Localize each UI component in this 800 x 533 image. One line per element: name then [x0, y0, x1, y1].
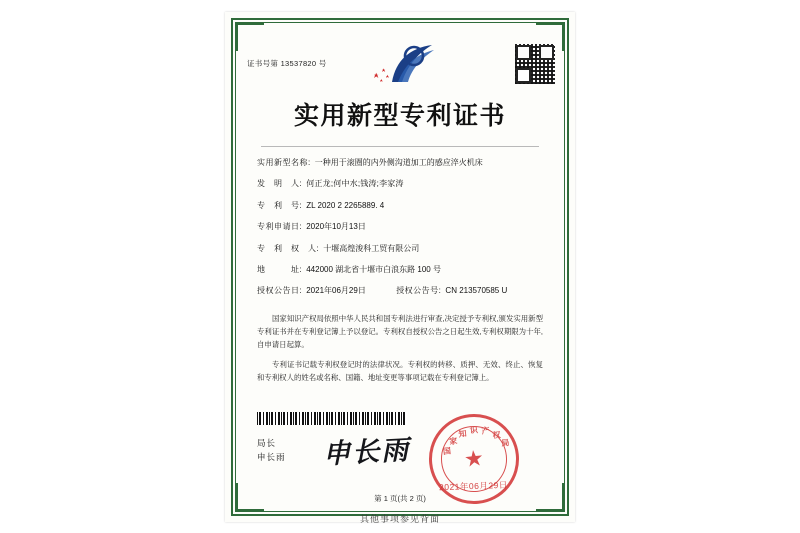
certificate-sheet — [225, 12, 575, 522]
image-caption: 其他事项参见背面 — [359, 514, 440, 524]
field-label: 专利申请日: — [257, 222, 303, 232]
qr-code-icon — [515, 44, 555, 84]
legal-paragraphs — [243, 307, 557, 385]
barcode-icon — [257, 412, 407, 425]
page-footer: 第 1 页(共 2 页) — [374, 494, 426, 503]
handwritten-signature: 申长雨 — [322, 434, 411, 471]
paragraph-grant: 国家知识产权局依照中华人民共和国专利法进行审查,决定授予专利权,颁发实用新型专利证书并在专利登记簿上予以登记。专利权自授权公告之日起生效,专利权期限为十年,自申请日起算。 — [257, 313, 543, 349]
field-invention-name — [257, 157, 547, 169]
field-address — [257, 264, 547, 276]
field-label: 专 利 权 人: — [257, 243, 320, 253]
field-label: 专 利 号: — [257, 200, 303, 210]
signature-title: 局长 — [257, 438, 277, 448]
grant-number-value: CN 213570585 U — [445, 286, 508, 296]
field-value: 2020年10月13日 — [306, 222, 366, 232]
field-value: 442000 湖北省十堰市白浪东路 100 号 — [306, 264, 441, 274]
signature-block — [257, 436, 286, 465]
grant-date-label: 授权公告日: — [257, 286, 303, 296]
field-list — [243, 157, 557, 298]
field-value: 何正龙;何中水;钱涛;李家涛 — [306, 179, 404, 189]
paragraph-registry: 专利证书记载专利权登记时的法律状况。专利权的转移、质押、无效、终止、恢复和专利权人的姓名或名称、国籍、地址变更等事项记载在专利登记簿上。 — [257, 359, 543, 382]
seal-star-icon: ★ — [462, 445, 486, 472]
certificate-number: 证书号第 13537820 号 — [247, 59, 327, 68]
seal-date: 2021年06月29日 — [438, 479, 508, 493]
field-label: 地 址: — [257, 264, 303, 274]
field-label: 实用新型名称: — [257, 158, 311, 167]
certificate-header — [243, 28, 557, 90]
certificate-content — [243, 28, 557, 506]
field-grant-row — [257, 285, 547, 297]
field-application-date — [257, 221, 547, 233]
grant-date-value: 2021年06月29日 — [306, 286, 366, 296]
grant-number-label: 授权公告号: — [396, 286, 442, 296]
page-title: 实用新型专利证书 — [293, 101, 506, 130]
seal-text: 国 家 知 识 产 权 局 — [442, 425, 510, 457]
title-divider — [261, 146, 539, 147]
field-inventors — [257, 178, 547, 190]
field-value: 一种用于滚圈的内外侧沟道加工的感应淬火机床 — [314, 158, 483, 167]
signature-name: 申长雨 — [257, 452, 286, 463]
field-value: 十堰高煌浚科工贸有限公司 — [323, 243, 420, 253]
patent-office-logo-icon — [362, 42, 438, 84]
field-patent-number — [257, 200, 547, 212]
field-patentee — [257, 243, 547, 255]
field-value: ZL 2020 2 2265889. 4 — [306, 200, 385, 210]
field-label: 发 明 人: — [257, 179, 303, 189]
